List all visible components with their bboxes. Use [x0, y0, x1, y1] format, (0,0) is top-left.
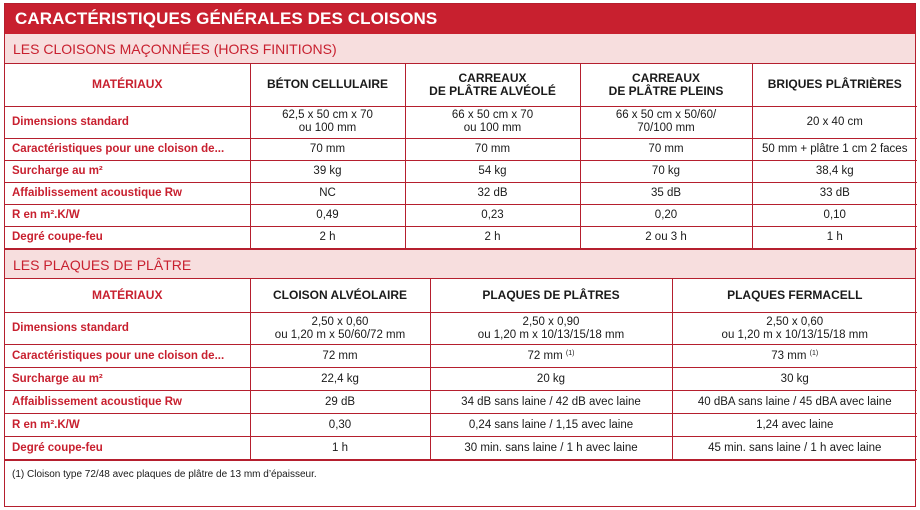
column-header: BÉTON CELLULAIRE — [250, 64, 405, 106]
row-label: Surcharge au m² — [5, 160, 250, 182]
table-cell: 1 h — [752, 226, 917, 248]
column-header: CLOISON ALVÉOLAIRE — [250, 279, 430, 313]
main-title: CARACTÉRISTIQUES GÉNÉRALES DES CLOISONS — [5, 4, 915, 34]
table-cell: 20 x 40 cm — [752, 106, 917, 138]
table-cell: 34 dB sans laine / 42 dB avec laine — [430, 391, 672, 414]
table-cell: 0,10 — [752, 204, 917, 226]
table-cell: 0,23 — [405, 204, 580, 226]
table-cell: 70 kg — [580, 160, 752, 182]
table-cell: 45 min. sans laine / 1 h avec laine — [672, 437, 917, 460]
footnote-marker: (1) — [565, 349, 575, 357]
row-label: R en m².K/W — [5, 204, 250, 226]
cell-value: 73 mm — [771, 349, 807, 362]
row-label: Dimensions standard — [5, 106, 250, 138]
table-row — [5, 313, 917, 345]
row-label: Surcharge au m² — [5, 368, 250, 391]
table-row — [5, 204, 917, 226]
footnote: (1) Cloison type 72/48 avec plaques de plâtre de 13 mm d’épaisseur. — [5, 460, 915, 488]
table-cell: 0,24 sans laine / 1,15 avec laine — [430, 414, 672, 437]
table-row — [5, 345, 917, 368]
column-header: PLAQUES DE PLÂTRES — [430, 279, 672, 313]
table-cell: 2,50 x 0,60 ou 1,20 m x 10/13/15/18 mm — [672, 313, 917, 345]
table-header-row — [5, 279, 917, 313]
table-cell: 0,20 — [580, 204, 752, 226]
table-cell: 30 kg — [672, 368, 917, 391]
table-cell: 2 h — [405, 226, 580, 248]
table-cell: 0,30 — [250, 414, 430, 437]
section-title-masonry: LES CLOISONS MAÇONNÉES (HORS FINITIONS) — [5, 34, 915, 64]
table-row — [5, 106, 917, 138]
table-cell: 2,50 x 0,60 ou 1,20 m x 50/60/72 mm — [250, 313, 430, 345]
table-cell: 2 h — [250, 226, 405, 248]
table-cell — [430, 345, 672, 368]
table-cell: 39 kg — [250, 160, 405, 182]
table-row — [5, 182, 917, 204]
table-cell: 35 dB — [580, 182, 752, 204]
cell-value: 72 mm — [527, 349, 563, 362]
table-header-row — [5, 64, 917, 106]
table-row — [5, 437, 917, 460]
table-cell: 22,4 kg — [250, 368, 430, 391]
table-cell: 40 dBA sans laine / 45 dBA avec laine — [672, 391, 917, 414]
table-cell: 32 dB — [405, 182, 580, 204]
table-cell: 1,24 avec laine — [672, 414, 917, 437]
plaster-table — [5, 279, 917, 461]
masonry-table — [5, 64, 917, 249]
table-row — [5, 138, 917, 160]
table-cell: 33 dB — [752, 182, 917, 204]
table-cell: 20 kg — [430, 368, 672, 391]
column-header: CARREAUX DE PLÂTRE PLEINS — [580, 64, 752, 106]
row-label: Degré coupe-feu — [5, 437, 250, 460]
column-header: MATÉRIAUX — [5, 279, 250, 313]
table-cell: 0,49 — [250, 204, 405, 226]
row-label: R en m².K/W — [5, 414, 250, 437]
table-cell: 30 min. sans laine / 1 h avec laine — [430, 437, 672, 460]
table-cell: 2 ou 3 h — [580, 226, 752, 248]
table-row — [5, 160, 917, 182]
table-row — [5, 368, 917, 391]
column-header: BRIQUES PLÂTRIÈRES — [752, 64, 917, 106]
row-label: Affaiblissement acoustique Rw — [5, 182, 250, 204]
column-header: PLAQUES FERMACELL — [672, 279, 917, 313]
section-title-plaster: LES PLAQUES DE PLÂTRE — [5, 249, 915, 279]
table-row — [5, 226, 917, 248]
column-header: MATÉRIAUX — [5, 64, 250, 106]
characteristics-sheet — [4, 3, 916, 507]
row-label: Caractéristiques pour une cloison de... — [5, 138, 250, 160]
table-cell — [672, 345, 917, 368]
row-label: Affaiblissement acoustique Rw — [5, 391, 250, 414]
cell-value: 72 mm — [322, 349, 358, 362]
row-label: Degré coupe-feu — [5, 226, 250, 248]
row-label: Caractéristiques pour une cloison de... — [5, 345, 250, 368]
table-cell: 54 kg — [405, 160, 580, 182]
table-cell: 2,50 x 0,90 ou 1,20 m x 10/13/15/18 mm — [430, 313, 672, 345]
table-cell: 70 mm — [580, 138, 752, 160]
table-row — [5, 414, 917, 437]
table-cell: 1 h — [250, 437, 430, 460]
table-cell: 38,4 kg — [752, 160, 917, 182]
table-cell: 66 x 50 cm x 70 ou 100 mm — [405, 106, 580, 138]
table-cell: 62,5 x 50 cm x 70 ou 100 mm — [250, 106, 405, 138]
table-cell: 70 mm — [405, 138, 580, 160]
row-label: Dimensions standard — [5, 313, 250, 345]
table-cell — [250, 345, 430, 368]
table-cell: 66 x 50 cm x 50/60/ 70/100 mm — [580, 106, 752, 138]
footnote-marker: (1) — [809, 349, 819, 357]
table-cell: 70 mm — [250, 138, 405, 160]
table-cell: NC — [250, 182, 405, 204]
table-cell: 29 dB — [250, 391, 430, 414]
column-header: CARREAUX DE PLÂTRE ALVÉOLÉ — [405, 64, 580, 106]
table-row — [5, 391, 917, 414]
table-cell: 50 mm + plâtre 1 cm 2 faces — [752, 138, 917, 160]
